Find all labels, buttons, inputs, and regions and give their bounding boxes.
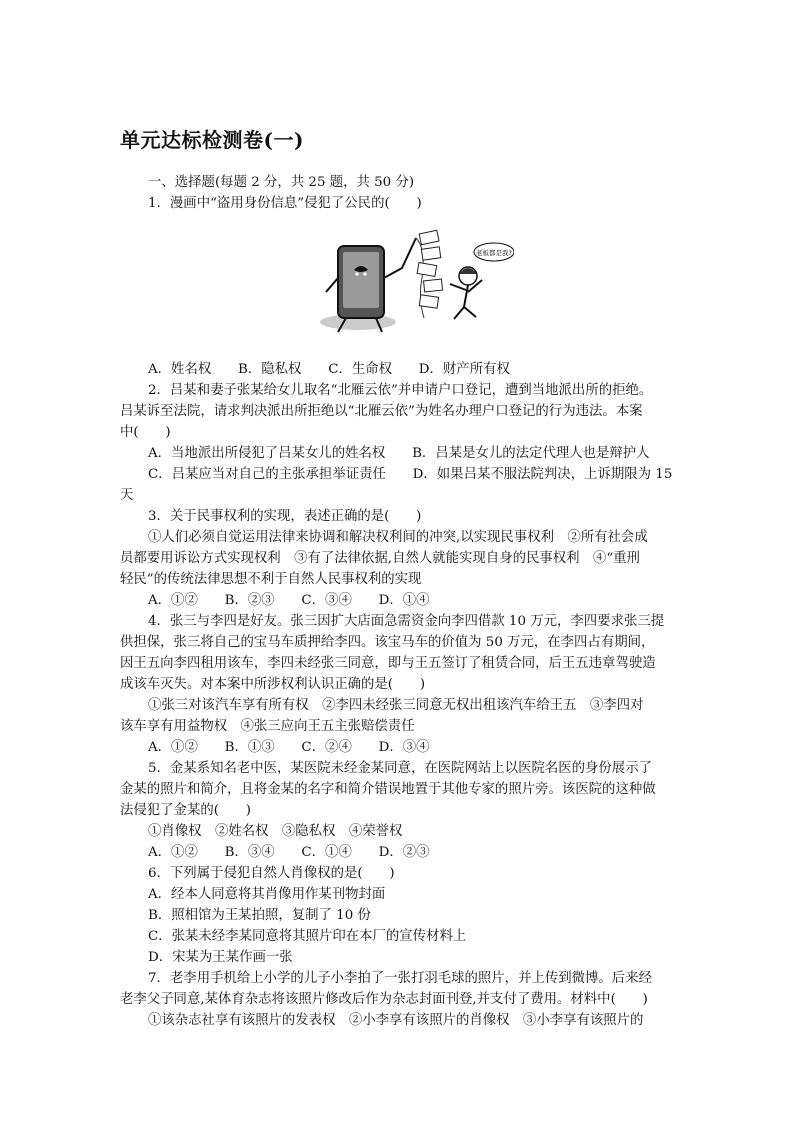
q2-options: C．吕某应当对自己的主张承担举证责任 D．如果吕某不服法院判决，上诉期限为 15 (148, 467, 673, 482)
q5-statements: ①肖像权 ②姓名权 ③隐私权 ④荣誉权 (148, 824, 403, 839)
question-4-cont: 供担保，张三将自己的宝马车质押给李四。该宝马车的价值为 50 万元，在李四占有期间， (120, 635, 655, 650)
question-4-cont: 因王五向李四租用该车，李四未经张三同意，即与王五签订了租赁合同，后王五违章驾驶造 (120, 656, 656, 671)
q3-statements: ①人们必须自觉运用法律来协调和解决权利间的冲突,以实现民事权利 ②所有社会成 (148, 530, 648, 545)
q6-option-c: C．张某未经李某同意将其照片印在本厂的宣传材料上 (148, 929, 467, 944)
person-falling-icon (450, 267, 482, 319)
question-7-cont: 老李父子同意,某体育杂志将该照片修改后作为杂志封面刊登,并支付了费用。材料中( ) (120, 992, 648, 1007)
q2-options-cont: 天 (120, 488, 134, 503)
q1-options: A．姓名权 B．隐私权 C．生命权 D．财产所有权 (148, 362, 510, 377)
page-title: 单元达标检测卷(一) (120, 128, 304, 152)
question-2-cont: 吕某诉至法院，请求判决派出所拒绝以“北雁云依”为姓名办理户口登记的行为违法。本案 (120, 404, 643, 419)
question-6: 6．下列属于侵犯自然人肖像权的是( ) (148, 866, 395, 881)
q6-option-d: D．宋某为王某作画一张 (148, 950, 293, 965)
question-1: 1．漫画中“盗用身份信息”侵犯了公民的( ) (148, 196, 422, 211)
speech-bubble (474, 243, 514, 261)
question-2-cont: 中( ) (120, 425, 171, 440)
section-heading: 一、选择题(每题 2 分，共 25 题，共 50 分) (148, 175, 415, 190)
question-7: 7．老李用手机给上小学的儿子小李拍了一张打羽毛球的照片，并上传到微博。后来经 (148, 971, 652, 986)
q6-option-b: B．照相馆为王某拍照，复制了 10 份 (148, 908, 371, 923)
q6-option-a: A．经本人同意将其肖像用作某刊物封面 (148, 887, 386, 902)
question-4-cont: 成该车灭失。对本案中所涉权利认识正确的是( ) (120, 677, 426, 692)
q7-statements: ①该杂志社享有该照片的发表权 ②小李享有该照片的肖像权 ③小李享有该照片的 (148, 1013, 644, 1028)
question-5: 5．金某系知名老中医，某医院未经金某同意，在医院网站上以医院名医的身份展示了 (148, 761, 652, 776)
question-3: 3．关于民事权利的实现，表述正确的是( ) (148, 509, 422, 524)
question-5-cont: 法侵犯了金某的( ) (120, 803, 251, 818)
speech-text: 老板都是我? (476, 249, 512, 257)
q4-statements: ①张三对该汽车享有所有权 ②李四未经张三同意无权出租该汽车给王五 ③李四对 (148, 698, 644, 713)
question-2: 2．吕某和妻子张某给女儿取名“北雁云依”并申请户口登记，遭到当地派出所的拒绝。 (148, 383, 653, 398)
q5-options: A．①② B．③④ C．①④ D．②③ (148, 845, 430, 860)
stolen-documents-icon (417, 230, 442, 308)
q4-options: A．①② B．①③ C．②④ D．③④ (148, 740, 430, 755)
q3-statements-cont: 员都要用诉讼方式实现权利 ③有了法律依据,自然人就能实现自身的民事权利 ④“重刑 (120, 551, 640, 566)
question-5-cont: 金某的照片和简介，且将金某的名字和简介错误地置于其他专家的照片旁。该医院的这种做 (120, 782, 656, 797)
q3-options: A．①② B．②③ C．③④ D．①④ (148, 593, 430, 608)
q3-statements-cont: 轻民”的传统法律思想不利于自然人民事权利的实现 (120, 572, 422, 587)
q2-options: A．当地派出所侵犯了吕某女儿的姓名权 B．吕某是女儿的法定代理人也是辩护人 (148, 446, 650, 461)
question-4: 4．张三与李四是好友。张三因扩大店面急需资金向李四借款 10 万元，李四要求张三提 (148, 614, 665, 629)
q4-statements-cont: 该车享有用益物权 ④张三应向王五主张赔偿责任 (120, 719, 415, 734)
cartoon-illustration (318, 218, 514, 352)
